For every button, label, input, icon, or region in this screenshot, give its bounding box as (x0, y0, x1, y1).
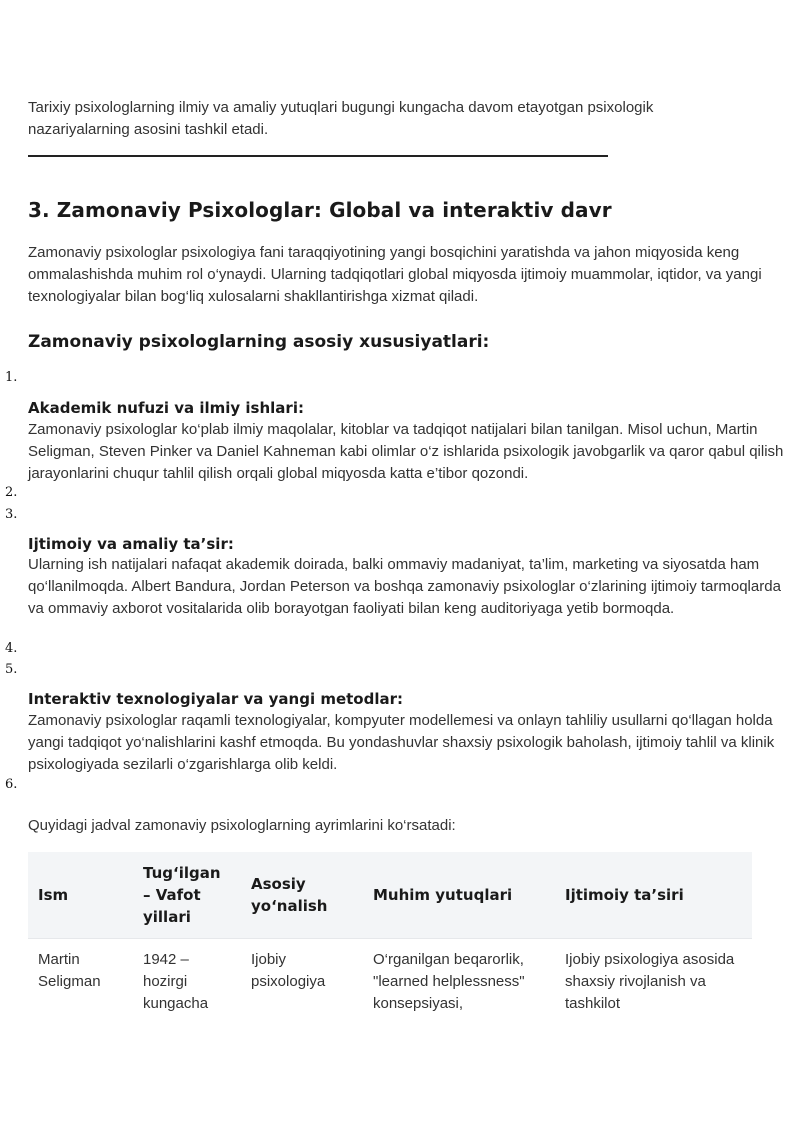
table-header-row (28, 852, 752, 939)
intro-paragraph: Tarixiy psixologlarning ilmiy va amaliy yutuqlari bugungi kungacha davom etayotgan psixologik nazariyalarning asosini tashkil etadi. (28, 99, 654, 138)
table-header-cell: Muhim yutuqlari (373, 886, 513, 904)
psychologists-table (28, 852, 752, 1025)
feature-title: Akademik nufuzi va ilmiy ishlari: (28, 399, 304, 417)
horizontal-rule (28, 155, 608, 157)
list-number: 5. (5, 662, 18, 677)
table-cell: Ijobiy psixologiya asosida shaxsiy rivojlanish va tashkilot (565, 951, 735, 1012)
table-header-cell: Tug‘ilgan – Vafot yillari (143, 864, 221, 926)
table-intro: Quyidagi jadval zamonaviy psixologlarning ayrimlarini ko‘rsatadi: (28, 817, 456, 834)
list-number: 1. (5, 370, 18, 385)
table-cell: O‘rganilgan beqarorlik, "learned helplessness" konsepsiyasi, (373, 951, 525, 1012)
list-number: 6. (5, 777, 18, 792)
table-header-cell: Asosiy yo‘nalish (251, 875, 328, 915)
table-cell: Ijobiy psixologiya (251, 951, 326, 990)
table-header-cell: Ism (38, 886, 69, 904)
list-number: 2. (5, 485, 18, 500)
table-row (28, 939, 752, 1026)
section-intro: Zamonaviy psixologlar psixologiya fani taraqqiyotining yangi bosqichini yaratishda va jahon miqyosida keng ommalashishda muhim rol o‘ynaydi. Ularning tadqiqotlari global miqyosda ijtimoiy muammolar, iqtidor, va yangi texnologiyalar bilan bog‘liq xulosalarni shakllantirishga xizmat qiladi. (28, 244, 762, 305)
features-subheading: Zamonaviy psixologlarning asosiy xususiyatlari: (28, 332, 490, 352)
feature-title: Interaktiv texnologiyalar va yangi metodlar: (28, 690, 403, 708)
table-cell: 1942 – hozirgi kungacha (143, 951, 209, 1012)
table-cell: Martin Seligman (38, 951, 101, 990)
feature-title: Ijtimoiy va amaliy ta’sir: (28, 535, 234, 553)
feature-text: Zamonaviy psixologlar raqamli texnologiyalar, kompyuter modellemesi va onlayn tahliliy usullarni qo‘llagan holda yangi tadqiqot yo‘nalishlarini kashf etmoqda. Bu yondashuvlar shaxsiy psixologik baholash, ijtimoiy tahlil va klinik psixologiyada sezilarli o‘zgarishlarga olib keldi. (28, 712, 775, 773)
list-number: 4. (5, 641, 18, 656)
list-number: 3. (5, 507, 18, 522)
section-heading: 3. Zamonaviy Psixologlar: Global va interaktiv davr (28, 198, 612, 222)
feature-text: Ularning ish natijalari nafaqat akademik doirada, balki ommaviy madaniyat, ta’lim, marketing va siyosatda ham qo‘llanilmoqda. Albert Bandura, Jordan Peterson va boshqa zamonaviy psixologlar o‘zlarining ijtimoiy tarmoqlarda va ommaviy axborot vositalarida olib borayotgan faoliyati bilan keng auditoriyaga yetib bormoqda. (28, 556, 781, 617)
feature-text: Zamonaviy psixologlar ko‘plab ilmiy maqolalar, kitoblar va tadqiqot natijalari bilan tanilgan. Misol uchun, Martin Seligman, Steven Pinker va Daniel Kahneman kabi olimlar o‘z ishlarida psixologik javobgarlik va qaror qabul qilish jarayonlarini chuqur tahlil qilish orqali global miqyosda katta e’tibor qozondi. (28, 421, 784, 482)
table-header-cell: Ijtimoiy ta’siri (565, 886, 684, 904)
